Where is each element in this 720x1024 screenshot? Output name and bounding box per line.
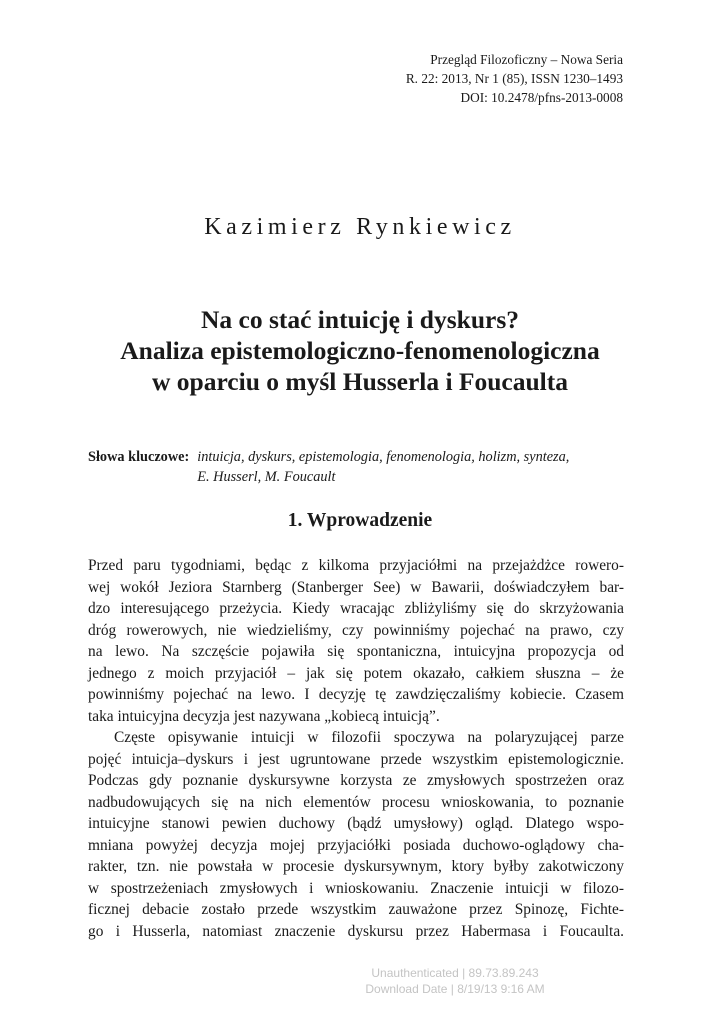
body-line: jednego z moich przyjaciół – jak się potem okazało, całkiem słuszna – że bbox=[88, 664, 624, 682]
journal-doi: DOI: 10.2478/pfns-2013-0008 bbox=[460, 90, 623, 105]
keywords-list bbox=[197, 447, 569, 487]
journal-volume: R. 22: 2013, Nr 1 (85), ISSN 1230–1493 bbox=[405, 71, 623, 86]
body-line: Przed paru tygodniami, będąc z kilkoma przyjaciółmi na przejażdżce rowero- bbox=[88, 557, 624, 574]
article-title bbox=[0, 304, 720, 397]
download-watermark bbox=[360, 965, 550, 997]
journal-header bbox=[406, 50, 623, 107]
body-line: w spostrzeżeniach zmysłowych i wnioskowaniu. Znaczenie intuicji w filozo- bbox=[88, 879, 624, 897]
keywords-line-2: E. Husserl, M. Foucault bbox=[197, 469, 336, 485]
title-line-1: Na co stać intuicję i dyskurs? bbox=[200, 305, 520, 334]
body-line: mniana powyżej decyzja mojej przyjaciółki posiada duchowo-oglądowy cha- bbox=[88, 836, 624, 854]
body-line: powinniśmy pojechać na lewo. I decyzję tę zawdzięczaliśmy kobiecie. Czasem bbox=[88, 686, 624, 703]
body-line: ficznej debacie zostało przede wszystkim zauważone przez Spinozę, Fichte- bbox=[88, 901, 624, 918]
keywords bbox=[88, 447, 624, 487]
body-line: Podczas gdy poznanie dyskursywne korzysta ze zmysłowych spostrzeżen oraz bbox=[88, 772, 624, 789]
body-line: Częste opisywanie intuicji w filozofii spoczywa na polaryzującej parze bbox=[114, 729, 624, 746]
body-line: pojęć intuicja–dyskurs i jest ugruntowane przede wszystkim epistemologicznie. bbox=[88, 750, 624, 768]
section-heading: 1. Wprowadzenie bbox=[287, 510, 433, 531]
title-line-2: Analiza epistemologiczno-fenomenologiczna bbox=[120, 336, 600, 365]
body-line: dzo interesującego przeżycia. Kiedy wracając zbliżyliśmy się do skrzyżowania bbox=[88, 600, 624, 617]
body-line: taka intuicyjna decyzja jest nazywana „kobiecą intuicją”. bbox=[88, 707, 440, 725]
keywords-line-1: intuicja, dyskurs, epistemologia, fenomenologia, holizm, synteza, bbox=[197, 449, 570, 465]
journal-name: Przegląd Filozoficzny – Nowa Seria bbox=[430, 52, 623, 67]
body-line: dróg rowerowych, nie wiedzieliśmy, czy powinniśmy pojechać na prawo, czy bbox=[88, 621, 624, 639]
watermark-line-1: Unauthenticated | 89.73.89.243 bbox=[371, 966, 539, 980]
watermark-line-2: Download Date | 8/19/13 9:16 AM bbox=[365, 982, 545, 996]
author-name: Kazimierz Rynkiewicz bbox=[204, 214, 516, 240]
keywords-label: Słowa kluczowe: bbox=[88, 449, 190, 465]
body-line: na lewo. Na szczęście pojawiła się spontaniczna, intuicyjna propozycja od bbox=[88, 643, 624, 660]
body-text bbox=[88, 555, 624, 942]
title-line-3: w oparciu o myśl Husserla i Foucaulta bbox=[151, 367, 569, 396]
body-line: go i Husserla, natomiast znaczenie dyskursu przez Habermasa i Foucaulta. bbox=[88, 922, 624, 940]
body-line: nadbudowujących się na nich elementów procesu wnioskowania, to poznanie bbox=[88, 793, 624, 811]
body-line: intuicyjne stanowi pewien duchowy (bądź umysłowy) ogląd. Dlatego wspo- bbox=[88, 815, 624, 832]
body-line: rakter, tzn. nie powstała w procesie dyskursywnym, ktory byłby zakotwiczony bbox=[88, 858, 624, 875]
body-line: wej wokół Jeziora Starnberg (Stanberger See) w Bawarii, doświadczyłem bar- bbox=[88, 578, 624, 596]
